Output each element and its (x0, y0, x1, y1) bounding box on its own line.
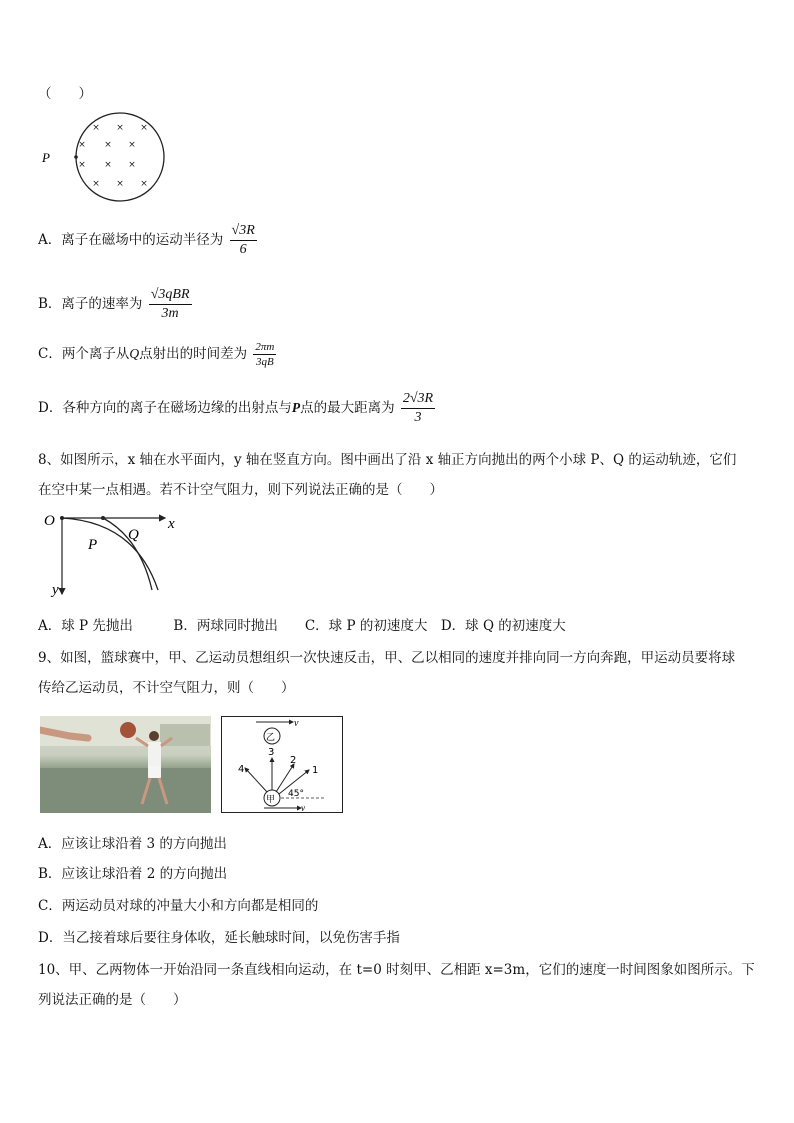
svg-text:3: 3 (268, 747, 275, 758)
trajectory-p (62, 518, 158, 590)
q9-option-d: D．当乙接着球后要往身体收，延长触球时间，以免伤害手指 (38, 930, 400, 946)
field-cross-mark: × (104, 140, 112, 150)
q8-stem-line1: 8、如图所示，x 轴在水平面内，y 轴在竖直方向。图中画出了沿 x 轴正方向抛出的两个小球 P、Q 的运动轨迹，它们 (38, 452, 737, 468)
projectile-trajectory-figure (40, 508, 185, 600)
svg-text:甲: 甲 (266, 795, 276, 805)
svg-text:x: x (168, 516, 175, 532)
question-bracket: （ ） (38, 86, 92, 102)
q9-option-a: A．应该让球沿着 3 的方向抛出 (38, 836, 227, 852)
field-cross-mark: × (128, 140, 136, 150)
q9-option-b: B．应该让球沿着 2 的方向抛出 (38, 866, 228, 882)
q7-option-a: A．离子在磁场中的运动半径为 $\frac{√3R}{6}$ (38, 223, 255, 257)
q7-option-c: C．两个离子从Q点射出的时间差为 $\frac{2\pi m}{3qB}$ (38, 341, 275, 368)
q7-option-b: B．离子的速率为 $\frac{\text{√3qBR}}{3m}$ (38, 287, 190, 321)
q8-stem-line2: 在空中某一点相遇。若不计空气阻力，则下列说法正确的是（ ） (38, 482, 443, 498)
q8-options: A．球 P 先抛出 B．两球同时抛出 C．球 P 的初速度大 D．球 Q 的初速度大 (38, 618, 566, 634)
field-cross-mark: × (140, 179, 148, 189)
point-p-label: P (42, 150, 50, 165)
q9-stem-line1: 9、如图，篮球赛中，甲、乙运动员想组织一次快速反击，甲、乙以相同的速度并排向同一方向奔跑，甲运动员要将球 (38, 650, 736, 666)
svg-text:v: v (294, 718, 299, 729)
svg-text:乙: 乙 (266, 733, 276, 743)
svg-text:P: P (88, 537, 98, 553)
field-cross-mark: × (116, 123, 124, 133)
svg-text:Q: Q (128, 527, 139, 543)
svg-text:y: y (52, 582, 59, 598)
field-cross-mark: × (128, 160, 136, 170)
field-cross-mark: × (92, 179, 100, 189)
q9-stem-line2: 传给乙运动员，不计空气阻力，则（ ） (38, 680, 295, 696)
q10-stem-line2: 列说法正确的是（ ） (38, 992, 187, 1008)
field-cross-mark: × (78, 140, 86, 150)
q10-stem-line1: 10、甲、乙两物体一开始沿同一条直线相向运动，在 t=0 时刻甲、乙相距 x=3m，它们的速度一时间图象如图所示。下 (38, 962, 755, 978)
velocity-direction-diagram (221, 716, 343, 813)
basketball-photo (40, 716, 211, 813)
svg-text:2: 2 (290, 755, 297, 766)
svg-text:4: 4 (238, 764, 245, 775)
magnetic-field-circle-figure (38, 112, 170, 204)
svg-text:O: O (44, 513, 55, 529)
field-cross-mark: × (116, 179, 124, 189)
field-cross-mark: × (78, 160, 86, 170)
svg-text:45°: 45° (288, 789, 304, 799)
q7-option-d: D．各种方向的离子在磁场边缘的出射点与P点的最大距离为 $\frac{2√3R}{3}$ (38, 391, 434, 425)
svg-text:v: v (301, 803, 305, 813)
field-cross-mark: × (140, 123, 148, 133)
field-cross-mark: × (92, 123, 100, 133)
q9-option-c: C．两运动员对球的冲量大小和方向都是相同的 (38, 898, 319, 914)
svg-text:1: 1 (312, 765, 319, 776)
field-cross-mark: × (104, 160, 112, 170)
